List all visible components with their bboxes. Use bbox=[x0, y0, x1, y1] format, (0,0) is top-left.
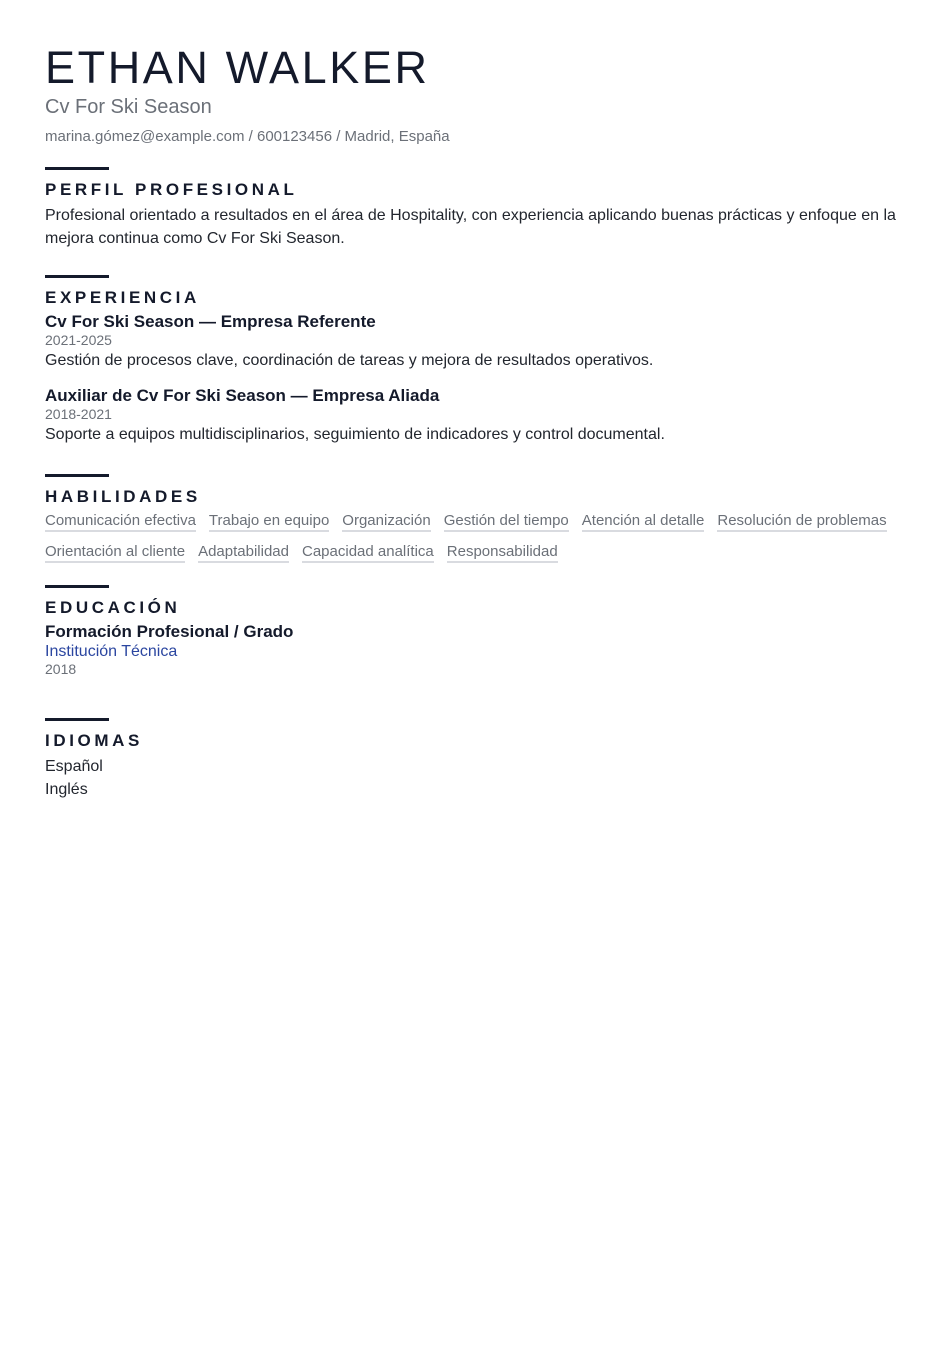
job-title: Cv For Ski Season — Empresa Referente bbox=[45, 312, 376, 331]
candidate-name: ETHAN WALKER bbox=[45, 42, 430, 93]
section-heading: EXPERIENCIA bbox=[45, 288, 200, 307]
skill-tag: Resolución de problemas bbox=[717, 511, 886, 532]
job-title: Auxiliar de Cv For Ski Season — Empresa Aliada bbox=[45, 386, 440, 405]
education-year: 2018 bbox=[45, 661, 77, 677]
profile-text: Profesional orientado a resultados en el área de Hospitality, con experiencia aplicando buenas prácticas y enfoque en la mejora continua como Cv For Ski Season. bbox=[45, 207, 896, 247]
section-divider bbox=[45, 718, 109, 721]
section-heading: HABILIDADES bbox=[45, 487, 201, 506]
languages-section bbox=[45, 718, 907, 801]
skills-section bbox=[45, 474, 907, 563]
job-entry bbox=[45, 386, 907, 446]
job-dates: 2018-2021 bbox=[45, 406, 112, 422]
job-description: Soporte a equipos multidisciplinarios, seguimiento de indicadores y control documental. bbox=[45, 426, 665, 443]
skill-tag: Orientación al cliente bbox=[45, 542, 185, 563]
job-description: Gestión de procesos clave, coordinación de tareas y mejora de resultados operativos. bbox=[45, 352, 654, 369]
section-heading: PERFIL PROFESIONAL bbox=[45, 180, 298, 199]
job-dates: 2021-2025 bbox=[45, 332, 112, 348]
skill-tag: Responsabilidad bbox=[447, 542, 558, 563]
job-title: Cv For Ski Season bbox=[45, 96, 212, 118]
skill-tag: Gestión del tiempo bbox=[444, 511, 569, 532]
skill-tag: Capacidad analítica bbox=[302, 542, 434, 563]
skill-tag: Adaptabilidad bbox=[198, 542, 289, 563]
experience-section bbox=[45, 275, 907, 446]
degree: Formación Profesional / Grado bbox=[45, 622, 294, 641]
education-section bbox=[45, 585, 907, 678]
language-item: Inglés bbox=[45, 781, 88, 798]
section-heading: IDIOMAS bbox=[45, 731, 143, 750]
skill-tag: Trabajo en equipo bbox=[209, 511, 329, 532]
skills-list bbox=[45, 511, 907, 563]
section-divider bbox=[45, 474, 109, 477]
section-divider bbox=[45, 275, 109, 278]
section-divider bbox=[45, 167, 109, 170]
job-entry bbox=[45, 312, 907, 372]
skill-tag: Comunicación efectiva bbox=[45, 511, 196, 532]
skill-tag: Atención al detalle bbox=[582, 511, 705, 532]
institution: Institución Técnica bbox=[45, 643, 178, 660]
profile-section bbox=[45, 167, 907, 250]
language-item: Español bbox=[45, 758, 103, 775]
contact-info: marina.gómez@example.com / 600123456 / Madrid, España bbox=[45, 128, 450, 145]
section-divider bbox=[45, 585, 109, 588]
education-entry bbox=[45, 622, 907, 678]
section-heading: EDUCACIÓN bbox=[45, 598, 181, 617]
skill-tag: Organización bbox=[342, 511, 430, 532]
